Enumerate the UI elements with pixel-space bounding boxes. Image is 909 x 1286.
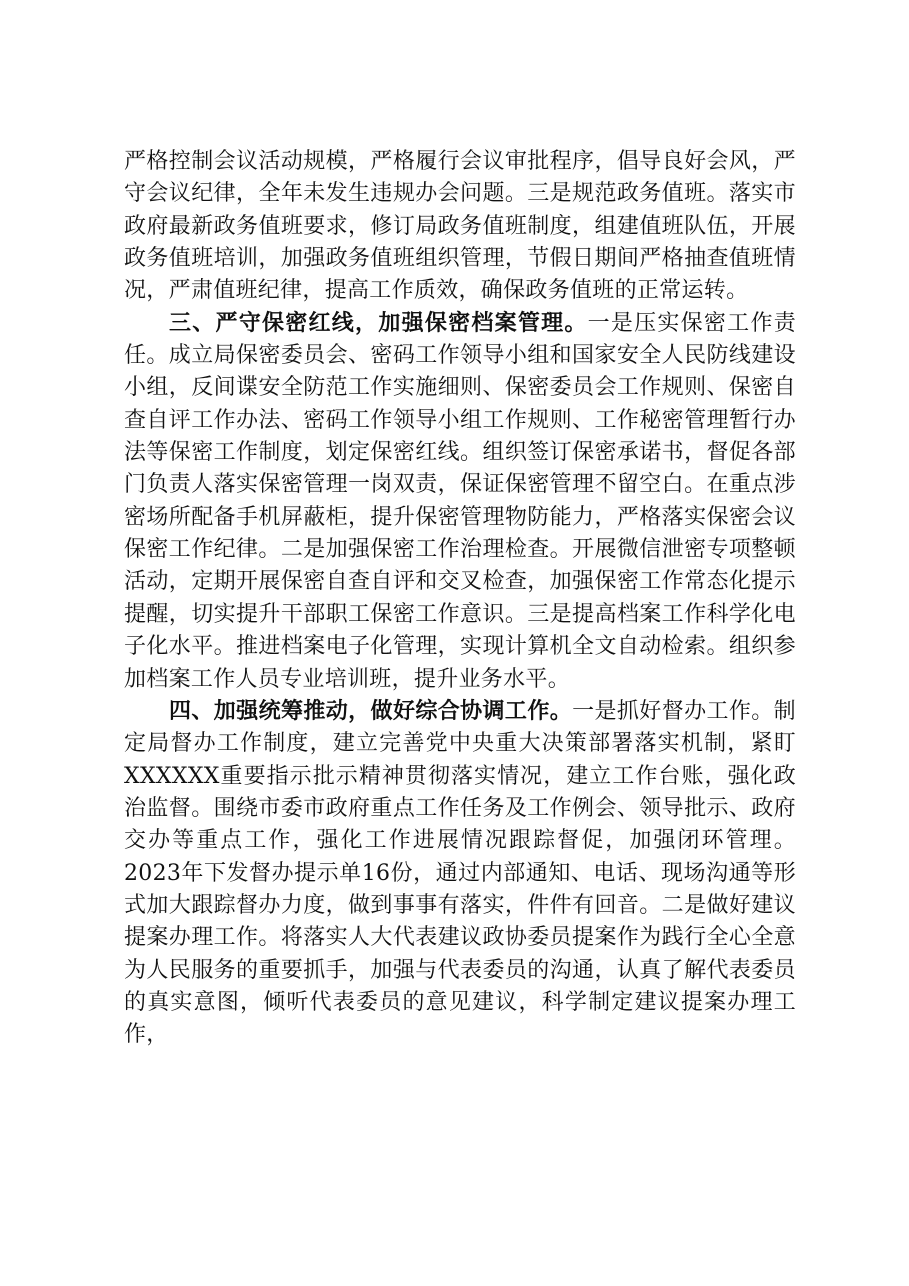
- section-heading: 三、严守保密红线，加强保密档案管理。: [169, 310, 588, 336]
- paragraph-continuation: [124, 146, 796, 308]
- section-heading: 四、加强统筹推动，做好综合协调工作。: [169, 698, 573, 724]
- paragraph-text: 严格控制会议活动规模，严格履行会议审批程序，倡导良好会风，严守会议纪律，全年未发生违规办会问题。三是规范政务值班。落实市政府最新政务值班要求，修订局政务值班制度，组建值班队伍，开展政务值班培训，加强政务值班组织管理，节假日期间严格抽查值班情况，严肃值班纪律，提高工作质效，确保政务值班的正常运转。: [124, 149, 796, 304]
- document-body: [124, 146, 796, 1052]
- paragraph-section-three: [124, 308, 796, 696]
- paragraph-section-four: [124, 696, 796, 1052]
- paragraph-text: 一是抓好督办工作。制定局督办工作制度，建立完善党中央重大决策部署落实机制，紧盯XXXXXX重要指示批示精神贯彻落实情况，建立工作台账，强化政治监督。围绕市委市政府重点工作任务及工作例会、领导批示、政府交办等重点工作，强化工作进展情况跟踪督促，加强闭环管理。2023年下发督办提示单16份，通过内部通知、电话、现场沟通等形式加大跟踪督办力度，做到事事有落实，件件有回音。二是做好建议提案办理工作。将落实人大代表建议政协委员提案作为践行全心全意为人民服务的重要抓手，加强与代表委员的沟通，认真了解代表委员的真实意图，倾听代表委员的意见建议，科学制定建议提案办理工作，: [124, 698, 796, 1048]
- paragraph-text: 一是压实保密工作责任。成立局保密委员会、密码工作领导小组和国家安全人民防线建设小组，反间谍安全防范工作实施细则、保密委员会工作规则、保密自查自评工作办法、密码工作领导小组工作规则、工作秘密管理暂行办法等保密工作制度，划定保密红线。组织签订保密承诺书，督促各部门负责人落实保密管理一岗双责，保证保密管理不留空白。在重点涉密场所配备手机屏蔽柜，提升保密管理物防能力，严格落实保密会议保密工作纪律。二是加强保密工作治理检查。开展微信泄密专项整顿活动，定期开展保密自查自评和交叉检查，加强保密工作常态化提示提醒，切实提升干部职工保密工作意识。三是提高档案工作科学化电子化水平。推进档案电子化管理，实现计算机全文自动检索。组织参加档案工作人员专业培训班，提升业务水平。: [124, 310, 797, 692]
